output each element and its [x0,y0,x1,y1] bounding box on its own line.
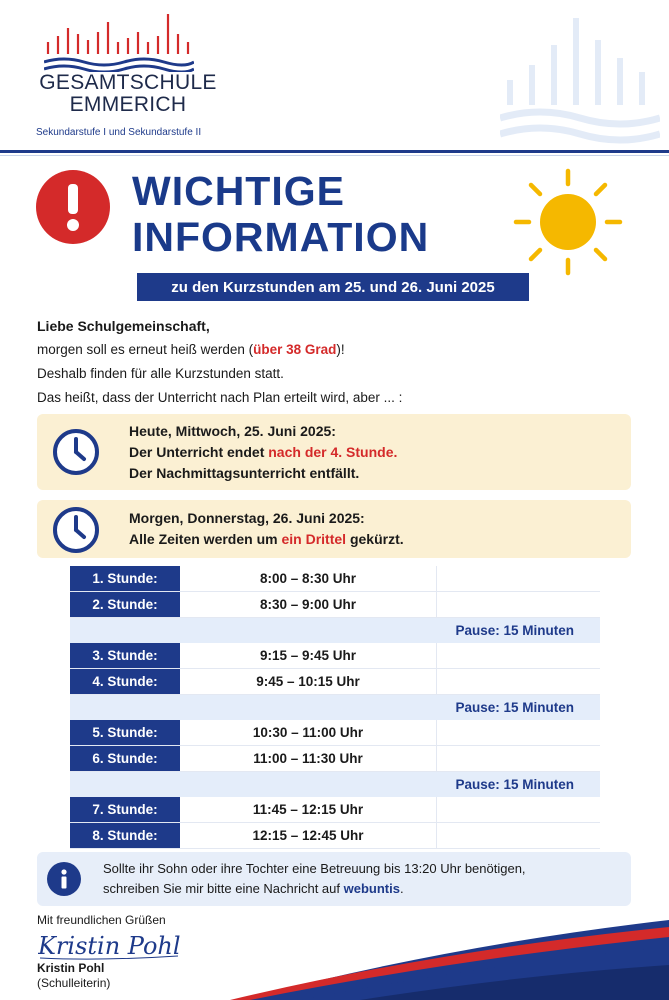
notice-today-heading: Heute, Mittwoch, 25. Juni 2025: [129,423,336,439]
schedule-table [70,566,600,849]
intro-line-3: Deshalb finden für alle Kurzstunden statt. [37,366,284,381]
signer-name: Kristin Pohl [37,961,105,975]
period-label: 4. Stunde: [70,669,180,694]
title-line1: WICHTIGE [132,168,345,214]
period-time: 11:45 – 12:15 Uhr [180,797,437,822]
table-row [70,797,600,823]
period-time: 8:30 – 9:00 Uhr [180,592,437,617]
school-subtitle: Sekundarstufe I und Sekundarstufe II [36,127,202,138]
table-row [70,669,600,695]
page-title [132,168,429,260]
title-line2: INFORMATION [132,214,430,260]
period-time: 11:00 – 11:30 Uhr [180,746,437,771]
school-name-line1: GESAMTSCHULE [39,71,217,94]
school-name-line2: EMMERICH [69,93,187,116]
period-label: 2. Stunde: [70,592,180,617]
period-time: 9:45 – 10:15 Uhr [180,669,437,694]
period-label: 6. Stunde: [70,746,180,771]
signer-role: (Schulleiterin) [37,976,111,990]
table-row [70,566,600,592]
notice-tomorrow-text [129,508,404,550]
intro-text [37,314,637,410]
notice-today [37,414,631,490]
notice-tomorrow [37,500,631,558]
signature-text: Kristin Pohl [38,932,181,960]
period-time: 12:15 – 12:45 Uhr [180,823,437,848]
pause-text: Pause: 15 Minuten [455,700,574,715]
school-name [28,72,228,116]
table-row [70,592,600,618]
table-row [70,823,600,849]
pause-text: Pause: 15 Minuten [455,623,574,638]
info-line2: schreiben Sie mir bitte eine Nachricht auf webuntis. [103,881,404,896]
pause-row [70,695,600,720]
info-line1: Sollte ihr Sohn oder ihre Tochter eine Betreuung bis 13:20 Uhr benötigen, [103,861,526,876]
table-row [70,643,600,669]
notice-today-text [129,421,397,484]
table-row [70,746,600,772]
pause-row [70,618,600,643]
notice-today-line2: Der Unterricht endet nach der 4. Stunde. [129,444,398,460]
title-subtitle: zu den Kurzstunden am 25. und 26. Juni 2025 [137,273,529,301]
header-divider [0,150,669,153]
greeting: Liebe Schulgemeinschaft, [37,318,210,334]
notice-tomorrow-heading: Morgen, Donnerstag, 26. Juni 2025: [129,510,365,526]
school-logo-icon [44,12,194,72]
handwritten-signature [38,928,218,962]
notice-tomorrow-line2: Alle Zeiten werden um ein Drittel gekürzt. [129,531,404,547]
table-row [70,720,600,746]
intro-line-2: morgen soll es erneut heiß werden (über 38 Grad)! [37,342,345,357]
clock-icon [51,505,101,555]
pause-text: Pause: 15 Minuten [455,777,574,792]
closing-greeting: Mit freundlichen Grüßen [37,913,166,927]
info-text [103,859,623,899]
intro-line-4: Das heißt, dass der Unterricht nach Plan erteilt wird, aber ... : [37,390,403,405]
notice-today-line3: Der Nachmittagsunterricht entfällt. [129,465,360,481]
pause-row [70,772,600,797]
period-label: 5. Stunde: [70,720,180,745]
webuntis-link[interactable]: webuntis [343,881,400,896]
header [0,0,669,160]
temperature-highlight: über 38 Grad [253,342,337,357]
period-time: 10:30 – 11:00 Uhr [180,720,437,745]
period-label: 3. Stunde: [70,643,180,668]
period-time: 9:15 – 9:45 Uhr [180,643,437,668]
exclamation-circle-icon [36,170,110,244]
info-icon [47,862,81,896]
period-label: 8. Stunde: [70,823,180,848]
period-label: 7. Stunde: [70,797,180,822]
clock-icon [51,427,101,477]
header-divider-thin [0,155,669,156]
watermark-logo-icon [500,10,660,145]
sun-icon [508,165,628,280]
period-label: 1. Stunde: [70,566,180,591]
period-time: 8:00 – 8:30 Uhr [180,566,437,591]
info-box [37,852,631,906]
